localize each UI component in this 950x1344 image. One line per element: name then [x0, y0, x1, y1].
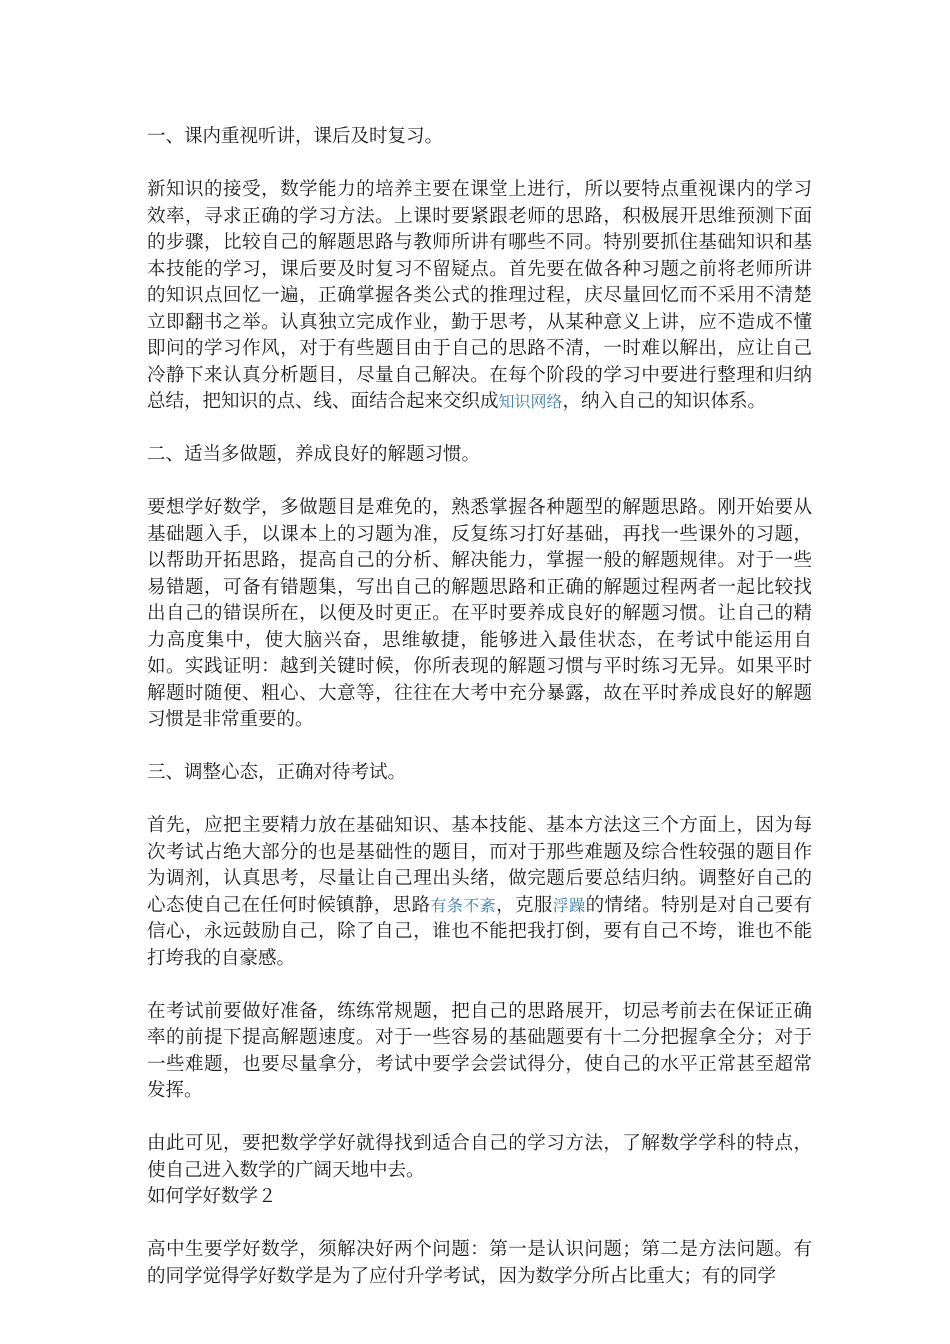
paragraph-4: 在考试前要做好准备，练练常规题，把自己的思路展开，切忌考前去在保证正确率的前提下提高解题速度。对于一些容易的基础题要有十二分把握拿全分；对于一些难题，也要尽量拿分，考试中要学会尝试得分，使自己的水平正常甚至超常发挥。 — [147, 1000, 812, 1101]
document-body — [147, 124, 812, 1317]
paragraph-3-text-end: 的情绪。特别是对自己要有信心，永远鼓励自己，除了自己，谁也不能把我打倒，要有自己不垮，谁也不能打垮我的自豪感。 — [147, 894, 812, 969]
paragraph-1-text-end: ，纳入自己的知识体系。 — [562, 391, 767, 412]
paragraph-3-text: 首先，应把主要精力放在基础知识、基本技能、基本方法这三个方面上，因为每次考试占绝大部分的也是基础性的题目，而对于那些难题及综合性较强的题目作为调剂，认真思考，尽量让自己理出头绪，做完题后要总结归纳。调整好自己的心态使自己在任何时候镇静，思路 — [147, 815, 812, 916]
paragraph-5: 由此可见，要把数学学好就得找到适合自己的学习方法，了解数学学科的特点，使自己进入数学的广阔天地中去。 — [147, 1133, 812, 1181]
link-knowledge-network[interactable]: 知识网络 — [498, 392, 563, 411]
link-orderly[interactable]: 有条不紊 — [430, 895, 497, 915]
link-impetuous[interactable]: 浮躁 — [552, 895, 586, 915]
paragraph-2: 要想学好数学，多做题目是难免的，熟悉掌握各种题型的解题思路。刚开始要从基础题入手，以课本上的习题为准，反复练习打好基础，再找一些课外的习题，以帮助开拓思路，提高自己的分析、解决能力，掌握一般的解题规律。对于一些易错题，可备有错题集，写出自己的解题思路和正确的解题过程两者一起比较找出自己的错误所在，以便及时更正。在平时要养成良好的解题习惯。让自己的精力高度集中，使大脑兴奋，思维敏捷，能够进入最佳状态，在考试中能运用自如。实践证明：越到关键时候，你所表现的解题习惯与平时练习无异。如果平时解题时随便、粗心、大意等，往往在大考中充分暴露，故在平时养成良好的解题习惯是非常重要的。 — [147, 497, 812, 730]
section-heading-1: 一、课内重视听讲，课后及时复习。 — [147, 126, 444, 147]
paragraph-1-text: 新知识的接受，数学能力的培养主要在课堂上进行，所以要特点重视课内的学习效率，寻求正确的学习方法。上课时要紧跟老师的思路，积极展开思维预测下面的步骤，比较自己的解题思路与教师所讲有哪些不同。特别要抓住基础知识和基本技能的学习，课后要及时复习不留疑点。首先要在做各种习题之前将老师所讲的知识点回忆一遍，正确掌握各类公式的推理过程，庆尽量回忆而不采用不清楚立即翻书之举。认真独立完成作业，勤于思考，从某种意义上讲，应不造成不懂即问的学习作风，对于有些题目由于自己的思路不清，一时难以解出，应让自己冷静下来认真分析题目，尽量自己解决。在每个阶段的学习中要进行整理和归纳总结，把知识的点、线、面结合起来交织成 — [147, 179, 812, 412]
section-heading-3: 三、调整心态，正确对待考试。 — [147, 762, 407, 783]
paragraph-3-text-mid: ，克服 — [496, 894, 553, 916]
subtitle-heading: 如何学好数学２ — [147, 1186, 277, 1207]
paragraph-3 — [147, 813, 812, 972]
section-heading-2: 二、适当多做题，养成良好的解题习惯。 — [147, 444, 481, 465]
paragraph-1 — [147, 177, 812, 416]
paragraph-6: 高中生要学好数学，须解决好两个问题：第一是认识问题；第二是方法问题。有的同学觉得学好数学是为了应付升学考试，因为数学分所占比重大；有的同学 — [147, 1239, 812, 1287]
